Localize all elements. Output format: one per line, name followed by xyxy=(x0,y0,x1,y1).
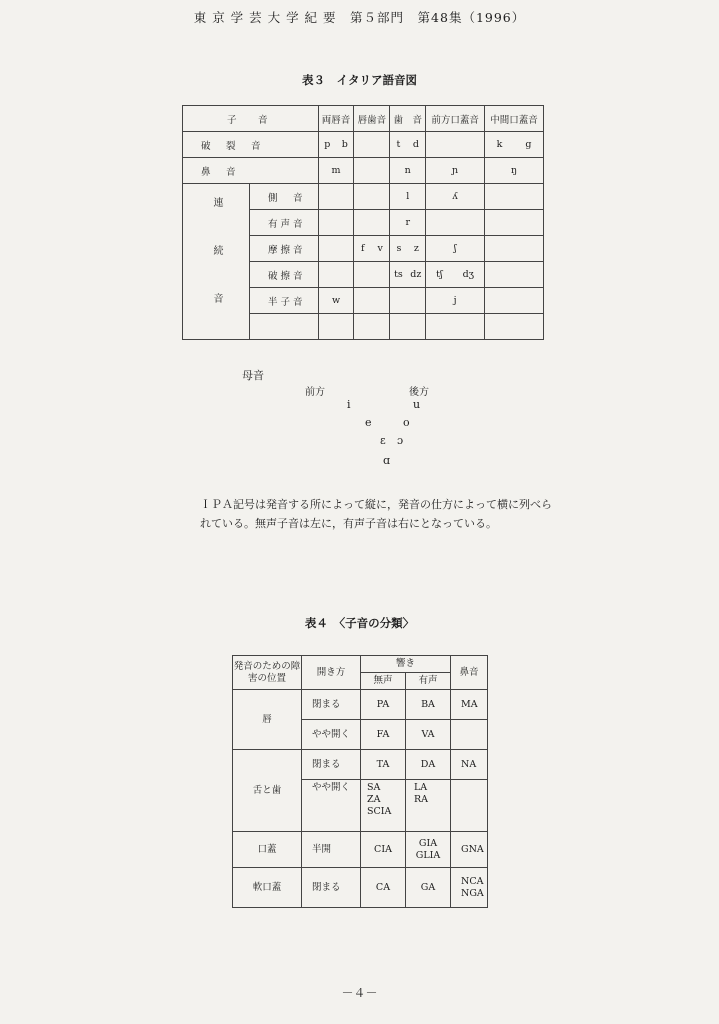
row-label-trill: 有声音 xyxy=(250,210,319,236)
place-lips: 唇 xyxy=(233,690,302,750)
col-header-labiodental: 唇歯音 xyxy=(354,106,390,132)
place-tongue-teeth: 舌と歯 xyxy=(233,750,302,832)
vowel-open-e: ɛ xyxy=(380,434,386,447)
cell-nca-nga: NCA NGA xyxy=(451,868,488,908)
cell-la-ra: LA RA xyxy=(406,780,451,832)
ipa-f: f xyxy=(360,243,365,254)
manner-closed: 閉まる xyxy=(302,690,361,720)
header-nasal: 鼻音 xyxy=(451,656,488,690)
place-soft-palate: 軟口蓋 xyxy=(233,868,302,908)
row-label-semi: 半子音 xyxy=(250,288,319,314)
vowel-e: e xyxy=(365,416,372,429)
ipa-ng: ŋ xyxy=(510,165,518,176)
ipa-k: k xyxy=(496,139,503,150)
place-palate: 口蓋 xyxy=(233,832,302,868)
ipa-d: d xyxy=(412,139,419,150)
cell-ta: TA xyxy=(361,750,406,780)
vowel-title: 母音 xyxy=(242,369,264,382)
header-place: 発音のための障害の位置 xyxy=(233,656,302,690)
cell-va: VA xyxy=(406,720,451,750)
row-label-plosive: 破 裂 音 xyxy=(183,132,319,158)
ipa-s: s xyxy=(396,243,402,254)
vowel-i: i xyxy=(347,398,351,411)
ipa-tsh: tʃ xyxy=(436,269,443,280)
ipa-t: t xyxy=(396,139,401,150)
vowel-back-label: 後方 xyxy=(409,387,429,398)
cell-fa: FA xyxy=(361,720,406,750)
cell-ga: GA xyxy=(406,868,451,908)
ipa-g: g xyxy=(525,139,532,150)
ipa-m: m xyxy=(331,165,341,176)
vowel-front-label: 前方 xyxy=(305,387,325,398)
cell-pa: PA xyxy=(361,690,406,720)
cell-da: DA xyxy=(406,750,451,780)
row-label-lateral: 側 音 xyxy=(250,184,319,210)
page-number: －４－ xyxy=(341,986,378,1000)
ipa-p: p xyxy=(324,139,331,150)
cell-ba: BA xyxy=(406,690,451,720)
ipa-lj: ʎ xyxy=(452,191,458,202)
cell-gia-glia: GIA GLIA xyxy=(406,832,451,868)
cell-sa-za-scia: SA ZA SCIA xyxy=(361,780,406,832)
page-header: 東 京 学 芸 大 学 紀 要 第５部門 第48集（1996） xyxy=(193,10,526,25)
col-header-bilabial: 両唇音 xyxy=(318,106,354,132)
ipa-z: z xyxy=(413,243,419,254)
italian-phonetic-table xyxy=(182,105,544,340)
ipa-w: w xyxy=(331,295,341,306)
cell-gna: GNA xyxy=(451,832,488,868)
vowel-u: u xyxy=(413,398,421,411)
consonant-classification-table xyxy=(232,655,488,908)
table3-caption: 表３ イタリア語音図 xyxy=(302,73,417,87)
ipa-ts: ts xyxy=(394,269,403,280)
header-voiceless: 無声 xyxy=(361,673,406,690)
manner-half-open: 半開 xyxy=(302,832,361,868)
row-label-continuant: 連 続 音 xyxy=(183,184,250,340)
ipa-dzh: dʒ xyxy=(462,269,475,280)
ipa-note: ＩＰＡ記号は発音する所によって縦に，発音の仕方によって横に列べられている。無声子音は左に，有声子音は右にとなっている。 xyxy=(200,498,552,530)
row-label-affricate: 破擦音 xyxy=(250,262,319,288)
cell-na: NA xyxy=(451,750,488,780)
vowel-a: ɑ xyxy=(383,454,391,467)
vowel-o: o xyxy=(403,416,410,429)
ipa-j: j xyxy=(453,295,457,306)
ipa-b: b xyxy=(341,139,348,150)
col-header-midpalatal: 中間口蓋音 xyxy=(485,106,544,132)
ipa-l: l xyxy=(406,191,410,202)
vowel-open-o: ɔ xyxy=(397,434,404,447)
manner-slightly-open: やや開く xyxy=(302,780,361,832)
table4-caption: 表４ 〈子音の分類〉 xyxy=(304,616,415,630)
row-label-fricative: 摩擦音 xyxy=(250,236,319,262)
manner-slightly-open: やや開く xyxy=(302,720,361,750)
ipa-sh: ʃ xyxy=(453,243,457,254)
cell-ma: MA xyxy=(451,690,488,720)
col-header-consonant: 子 音 xyxy=(183,106,319,132)
cell-cia: CIA xyxy=(361,832,406,868)
header-voiced: 有声 xyxy=(406,673,451,690)
ipa-nj: ɲ xyxy=(452,165,459,176)
ipa-dz: dz xyxy=(410,269,422,280)
manner-closed: 閉まる xyxy=(302,868,361,908)
ipa-v: v xyxy=(377,243,383,254)
header-manner: 開き方 xyxy=(302,656,361,690)
ipa-r: r xyxy=(405,217,410,228)
col-header-dental: 歯 音 xyxy=(390,106,426,132)
col-header-prepalatal: 前方口蓋音 xyxy=(426,106,485,132)
header-voicing: 響き xyxy=(361,656,451,673)
cell-ca: CA xyxy=(361,868,406,908)
ipa-n: n xyxy=(404,165,411,176)
manner-closed: 閉まる xyxy=(302,750,361,780)
row-label-nasal: 鼻 音 xyxy=(183,158,319,184)
